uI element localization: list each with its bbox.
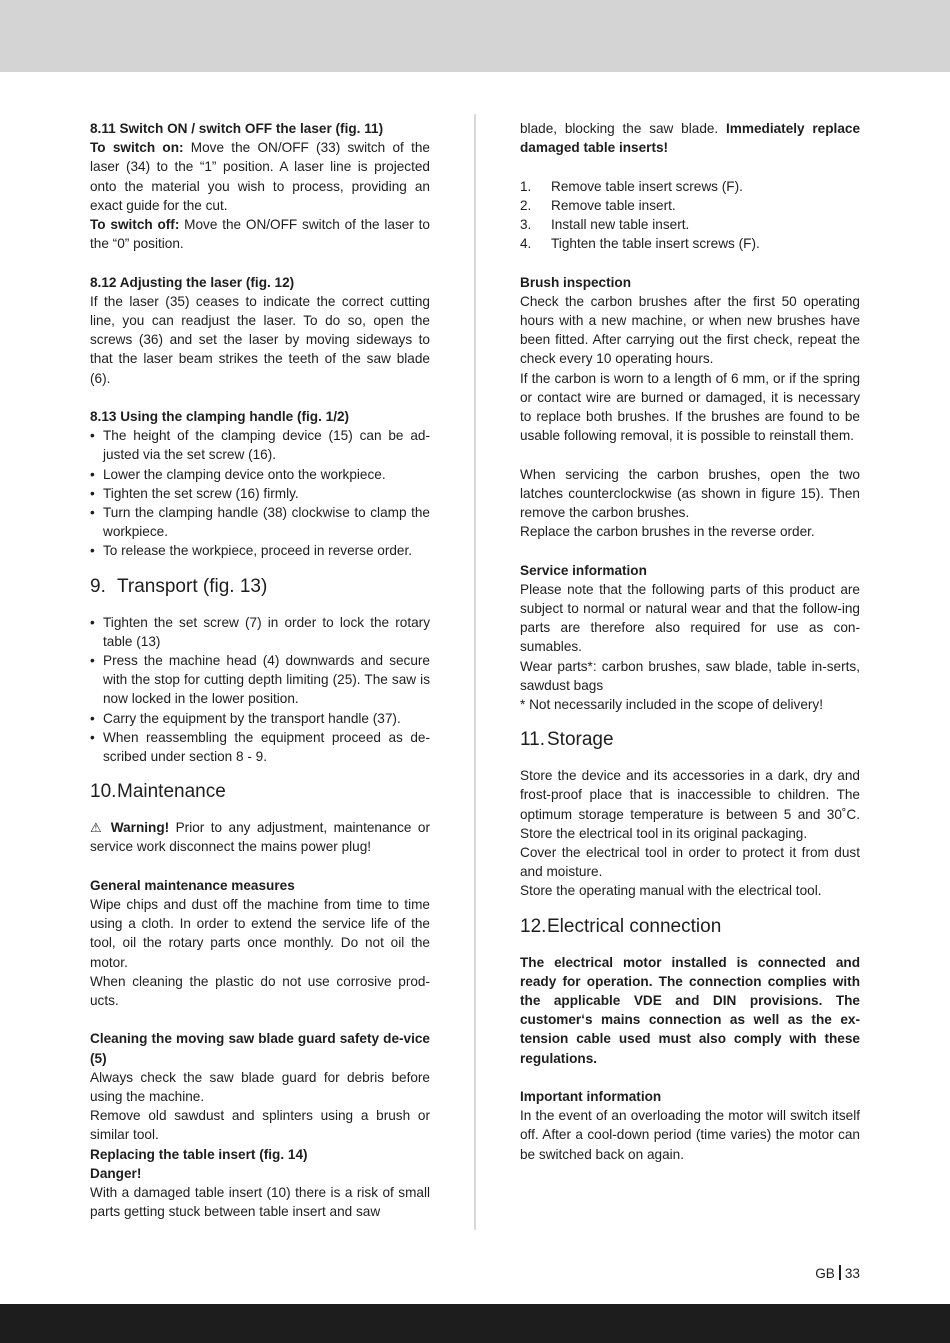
table-insert-continued: [520, 119, 860, 157]
replacement-steps-list: [520, 177, 860, 254]
section-number: 11.: [520, 729, 546, 751]
section-title: Maintenance: [117, 781, 226, 803]
storage-manual-text: Store the operating manual with the electrical tool.: [520, 883, 822, 899]
top-header-band: [0, 0, 950, 72]
general-maintenance-heading: General maintenance measures: [90, 877, 295, 893]
section-9-heading: [90, 575, 430, 599]
switch-off-label: To switch off:: [90, 217, 180, 233]
warning-paragraph: [90, 818, 430, 856]
delivery-note: * Not necessarily included in the scope of delivery!: [520, 697, 823, 713]
electrical-connection-text: The electrical motor installed is connected and ready for operation. The connection complies with the applicable VDE and DIN provisions. The customer‘s mains connection as well as the ex-tension cable used must also comply with these regulations.: [520, 954, 860, 1066]
switch-on-label: To switch on:: [90, 140, 184, 156]
column-divider: [474, 114, 476, 1230]
section-title: Electrical connection: [547, 915, 722, 937]
section-8-13-heading: 8.13 Using the clamping handle (fig. 1/2): [90, 409, 350, 425]
plastic-cleaning-text: When cleaning the plastic do not use corrosive prod-ucts.: [90, 973, 430, 1009]
section-10-heading: [90, 780, 430, 804]
brush-check-text: Check the carbon brushes after the first 50 operating hours with a new machine, or when new brushes have been fitted. After carrying out the first check, repeat the check every 10 operating hours.: [520, 293, 860, 367]
danger-label: Danger!: [90, 1165, 142, 1181]
warning-triangle-icon: ⚠: [90, 820, 105, 836]
switch-off-paragraph: [90, 215, 430, 253]
transport-list: [90, 613, 430, 767]
list-item: • Lower the clamping device onto the workpiece.: [90, 465, 430, 484]
cleaning-guard-text: Always check the saw blade guard for debris before using the machine.: [90, 1069, 430, 1105]
continued-text: blade, blocking the saw blade.: [520, 121, 727, 136]
wear-parts-text: Wear parts*: carbon brushes, saw blade, table in-serts, sawdust bags: [520, 658, 860, 693]
left-column: [90, 119, 430, 1222]
list-item: • When reassembling the equipment proceed as de-scribed under section 8 - 9.: [90, 728, 430, 766]
section-number: 12.: [520, 915, 547, 937]
list-item: 2. Remove table insert.: [520, 197, 676, 213]
list-item: • To release the workpiece, proceed in reverse order.: [90, 541, 430, 560]
right-column: [520, 119, 860, 1164]
list-item: • Tighten the set screw (7) in order to lock the rotary table (13): [90, 613, 430, 651]
switch-off-text: Move the ON/OFF switch of the laser to the “0” position.: [90, 217, 430, 252]
section-8-12-heading: 8.12 Adjusting the laser (fig. 12): [90, 274, 295, 290]
clamping-handle-list: [90, 426, 430, 560]
section-title: Storage: [547, 729, 614, 751]
section-11-heading: [520, 728, 860, 752]
list-item: 1. Remove table insert screws (F).: [520, 178, 743, 194]
footer-separator: [839, 1265, 841, 1280]
adjusting-laser-text: If the laser (35) ceases to indicate the correct cutting line, you can readjust the laser. To do so, open the screws (36) and set the laser by moving sideways to that the laser beam strikes the teeth of the saw blade (6).: [90, 293, 430, 386]
page-number: 33: [844, 1266, 860, 1281]
switch-on-paragraph: [90, 138, 430, 215]
important-information-heading: Important information: [520, 1089, 662, 1105]
cleaning-guard-heading: Cleaning the moving saw blade guard safety de-vice (5): [90, 1031, 430, 1066]
bottom-footer-band: [0, 1304, 950, 1343]
section-number: 10.: [90, 781, 117, 803]
list-item: • Press the machine head (4) downwards and secure with the stop for cutting depth limiting (25). The saw is now locked in the lower position.: [90, 651, 430, 709]
brush-servicing-text: When servicing the carbon brushes, open the two latches counterclockwise (as shown in figure 15). Then remove the carbon brushes.: [520, 466, 860, 521]
switch-on-text: Move the ON/OFF (33) switch of the laser (34) to the “1” position. A laser line is projected onto the material you wish to process, providing an exact guide for the cut.: [90, 140, 430, 213]
storage-cover-text: Cover the electrical tool in order to protect it from dust and moisture.: [520, 845, 860, 880]
section-8-11-heading: 8.11 Switch ON / switch OFF the laser (fig. 11): [90, 121, 384, 136]
brush-inspection-heading: Brush inspection: [520, 274, 632, 290]
danger-text: With a damaged table insert (10) there is a risk of small parts getting stuck between table insert and saw: [90, 1185, 430, 1220]
section-title: Transport (fig. 13): [117, 575, 268, 597]
general-maintenance-text: Wipe chips and dust off the machine from time to time using a cloth. In order to extend the service life of the tool, oil the rotary parts once monthly. Do not oil the motor.: [90, 897, 430, 970]
service-info-text: Please note that the following parts of this product are subject to normal or natural wear and that the follow-ing parts are therefore also required for use as con-sumables.: [520, 581, 860, 655]
replacing-insert-heading: Replacing the table insert (fig. 14): [90, 1146, 308, 1162]
page-footer: [800, 1264, 860, 1283]
sawdust-removal-text: Remove old sawdust and splinters using a brush or similar tool.: [90, 1108, 430, 1143]
brush-worn-text: If the carbon is worn to a length of 6 mm, or if the spring or contact wire are burned or damaged, it is necessary to replace both brushes. If the brushes are found to be usable following removal, it is possible to reinstall them.: [520, 370, 860, 444]
replace-inserts-warning: Immediately replace damaged table inserts!: [520, 121, 861, 156]
list-item: • Tighten the set screw (16) firmly.: [90, 484, 430, 503]
list-item: 3. Install new table insert.: [520, 217, 690, 232]
warning-label: Warning!: [110, 820, 170, 836]
important-information-text: In the event of an overloading the motor will switch itself off. After a cool-down period (time varies) the motor can be switched back on again.: [520, 1108, 860, 1162]
list-item: 4. Tighten the table insert screws (F).: [520, 236, 760, 252]
section-12-heading: [520, 915, 860, 939]
list-item: • Turn the clamping handle (38) clockwise to clamp the workpiece.: [90, 503, 430, 541]
section-number: 9.: [90, 575, 106, 597]
country-code: GB: [815, 1266, 835, 1281]
list-item: • Carry the equipment by the transport handle (37).: [90, 709, 430, 728]
brush-replace-text: Replace the carbon brushes in the reverse order.: [520, 524, 815, 540]
storage-text: Store the device and its accessories in a dark, dry and frost-proof place that is inaccessible to children. The optimum storage temperature is between 5 and 30˚C. Store the electrical tool in its original packaging.: [520, 768, 860, 841]
warning-text: Prior to any adjustment, maintenance or service work disconnect the mains power plug!: [90, 820, 430, 855]
service-information-heading: Service information: [520, 562, 647, 578]
list-item: • The height of the clamping device (15) can be ad-justed via the set screw (16).: [90, 426, 430, 464]
